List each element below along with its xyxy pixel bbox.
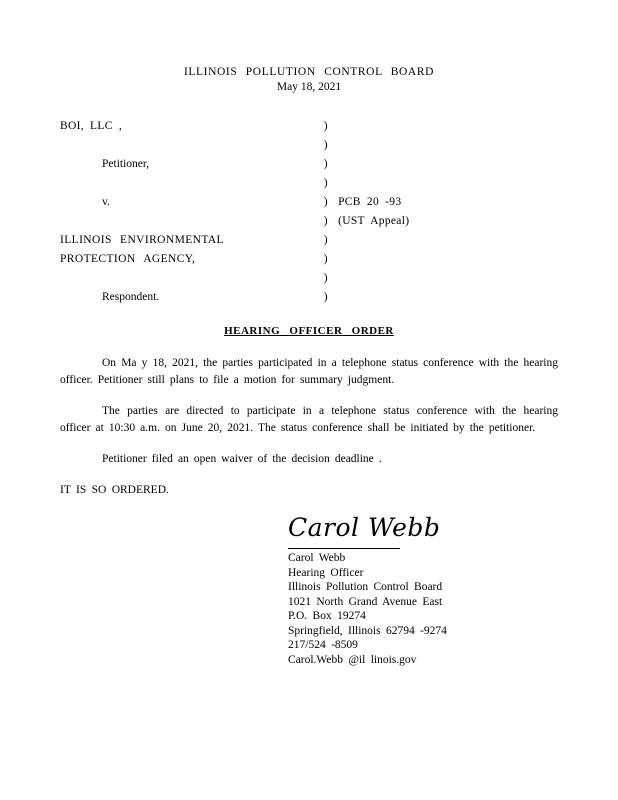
caption-right-empty-1 [338,117,558,136]
caption-right-empty-6 [338,250,558,269]
caption-row-petitioner-label [60,155,558,174]
caption-right-empty-3 [338,155,558,174]
caption-blank-left-1 [60,136,324,155]
order-closing: IT IS SO ORDERED. [60,484,169,496]
petitioner-name: BOI, LLC , [60,120,123,132]
caption-paren: ) [323,272,328,284]
signer-address-line1: 1021 North Grand Avenue East [288,595,443,608]
caption-row-blank-2 [60,174,558,193]
caption-paren: ) [323,120,328,132]
order-heading: HEARING OFFICER ORDER [224,325,394,337]
handwritten-signature: Carol Webb [288,513,441,542]
case-type: (UST Appeal) [338,215,410,227]
caption-row-respondent-label [60,288,558,307]
order-paragraph-1: On Ma y 18, 2021, the parties participated in a telephone status conference with the hearing officer. Petitioner still plans to file a motion for summary judgment. [60,357,558,386]
respondent-name-line1: ILLINOIS ENVIRONMENTAL [60,234,224,246]
signer-address-line2: P.O. Box 19274 [288,610,366,622]
caption-row-respondent-name-1 [60,231,558,250]
caption-table [60,117,558,307]
caption-paren: ) [323,177,328,189]
case-number: PCB 20 -93 [338,196,402,208]
signer-agency: Illinois Pollution Control Board [288,581,443,593]
caption-blank-left-4 [60,269,324,288]
caption-paren: ) [323,234,328,246]
order-paragraph-2: The parties are directed to participate in a telephone status conference with the hearing officer at 10:30 a.m. on June 20, 2021. The status conference shall be initiated by the petitioner. [60,405,558,434]
petitioner-label: Petitioner, [102,158,150,170]
document-body [60,66,558,667]
court-title: ILLINOIS POLLUTION CONTROL BOARD [183,66,435,78]
case-caption [60,117,558,307]
respondent-label: Respondent. [102,291,160,303]
respondent-name-line2: PROTECTION AGENCY, [60,253,196,265]
caption-paren: ) [323,253,328,265]
signer-phone: 217/524 -8509 [288,639,358,651]
caption-row-petitioner-name [60,117,558,136]
caption-row-versus [60,193,558,212]
caption-row-respondent-name-2 [60,250,558,269]
signer-email: Carol.Webb @il linois.gov [288,653,417,666]
signer-name: Carol Webb [288,552,346,564]
caption-paren: ) [323,215,328,227]
signer-title: Hearing Officer [288,566,364,579]
caption-right-empty-8 [338,288,558,307]
signature-line [288,547,400,549]
caption-blank-left-3 [60,212,324,231]
versus-label: v. [102,196,110,208]
caption-row-blank-1 [60,136,558,155]
caption-right-empty-5 [338,231,558,250]
caption-paren: ) [323,139,328,151]
caption-blank-left-2 [60,174,324,193]
caption-right-empty-4 [338,174,558,193]
caption-row-case-type [60,212,558,231]
signature-block [60,513,558,667]
signer-address-line3: Springfield, Illinois 62794 -9274 [288,624,447,637]
signature-details [288,551,558,667]
caption-paren: ) [323,196,328,208]
order-paragraph-3: Petitioner filed an open waiver of the decision deadline . [102,453,382,465]
caption-paren: ) [323,158,328,170]
caption-paren: ) [323,291,328,303]
caption-row-blank-3 [60,269,558,288]
document-date: May 18, 2021 [276,81,342,93]
caption-right-empty-2 [338,136,558,155]
caption-right-empty-7 [338,269,558,288]
